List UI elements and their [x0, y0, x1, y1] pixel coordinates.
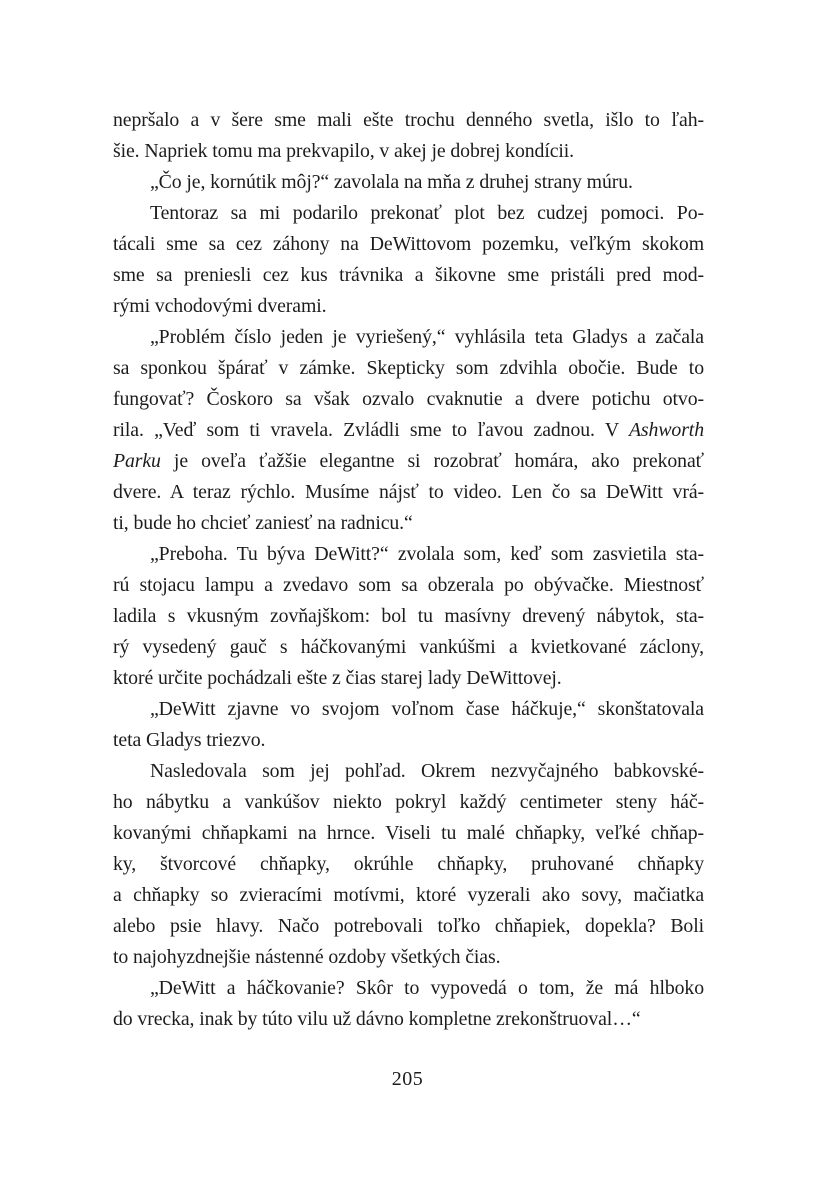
text-segment: fungovať? Čoskoro sa však ozvalo cvaknutie a dvere potichu otvo-	[113, 388, 704, 410]
paragraph	[113, 105, 704, 167]
text-line	[113, 508, 704, 539]
text-line	[113, 973, 704, 1004]
text-segment: Nasledovala som jej pohľad. Okrem nezvyčajného babkovské-	[150, 760, 704, 782]
text-segment: a chňapky so zvieracími motívmi, ktoré vyzerali ako sovy, mačiatka	[113, 884, 704, 906]
paragraph	[113, 167, 704, 198]
text-segment: ladila s vkusným zovňajškom: bol tu masívny drevený nábytok, sta-	[113, 605, 704, 627]
text-segment: ti, bude ho chcieť zaniesť na radnicu.“	[113, 512, 413, 534]
text-line	[113, 725, 704, 756]
text-line	[113, 880, 704, 911]
paragraph	[113, 973, 704, 1035]
text-segment: ho nábytku a vankúšov niekto pokryl každý centimeter steny háč-	[113, 791, 704, 813]
text-line	[113, 384, 704, 415]
paragraph	[113, 756, 704, 973]
text-segment: ktoré určite pochádzali ešte z čias starej lady DeWittovej.	[113, 667, 562, 689]
paragraph	[113, 539, 704, 694]
text-segment: rila. „Veď som ti vravela. Zvládli sme to ľavou zadnou. V	[113, 419, 629, 441]
text-segment: teta Gladys triezvo.	[113, 729, 266, 751]
paragraph	[113, 198, 704, 322]
text-line	[113, 787, 704, 818]
text-segment: dvere. A teraz rýchlo. Musíme nájsť to video. Len čo sa DeWitt vrá-	[113, 481, 704, 503]
text-line	[113, 818, 704, 849]
text-line	[113, 105, 704, 136]
page-number-label: 205	[391, 1068, 424, 1090]
text-line	[113, 663, 704, 694]
text-segment: sme sa preniesli cez kus trávnika a šikovne sme pristáli pred mod-	[113, 264, 704, 286]
text-segment: „Preboha. Tu býva DeWitt?“ zvolala som, keď som zasvietila sta-	[150, 543, 704, 565]
text-line	[113, 260, 704, 291]
text-segment: „Problém číslo jeden je vyriešený,“ vyhlásila teta Gladys a začala	[150, 326, 704, 348]
text-segment: „Čo je, kornútik môj?“ zavolala na mňa z druhej strany múru.	[150, 171, 633, 193]
text-segment: ky, štvorcové chňapky, okrúhle chňapky, pruhované chňapky	[113, 853, 704, 875]
text-segment: do vrecka, inak by túto vilu už dávno kompletne zrekonštruoval…“	[113, 1008, 641, 1030]
text-line	[113, 446, 704, 477]
text-line	[113, 415, 704, 446]
text-line	[113, 539, 704, 570]
text-segment: je oveľa ťažšie elegantne si rozobrať homára, ako prekonať	[160, 450, 704, 472]
text-segment: šie. Napriek tomu ma prekvapilo, v akej je dobrej kondícii.	[113, 140, 575, 162]
text-line	[113, 1004, 704, 1035]
text-line	[113, 942, 704, 973]
text-segment: sa sponkou špárať v zámke. Skepticky som zdvihla obočie. Bude to	[113, 357, 704, 379]
text-segment: rými vchodovými dverami.	[113, 295, 327, 317]
italic-text-segment: Parku	[113, 450, 161, 472]
italic-text-segment: Ashworth	[628, 419, 704, 441]
text-segment: „DeWitt zjavne vo svojom voľnom čase háčkuje,“ skonštatovala	[150, 698, 704, 720]
text-line	[113, 167, 704, 198]
text-segment: „DeWitt a háčkovanie? Skôr to vypovedá o tom, že má hlboko	[150, 977, 704, 999]
text-segment: to najohyzdnejšie nástenné ozdoby všetkých čias.	[113, 946, 501, 968]
text-segment: nepršalo a v šere sme mali ešte trochu denného svetla, išlo to ľah-	[113, 109, 704, 131]
text-segment: rú stojacu lampu a zvedavo som sa obzerala po obývačke. Miestnosť	[113, 574, 704, 596]
text-line	[113, 291, 704, 322]
text-line	[113, 694, 704, 725]
text-segment: kovanými chňapkami na hrnce. Viseli tu malé chňapky, veľké chňap-	[113, 822, 704, 844]
text-segment: rý vysedený gauč s háčkovanými vankúšmi a kvietkované záclony,	[113, 636, 704, 658]
page-text	[113, 105, 704, 1035]
text-segment: tácali sme sa cez záhony na DeWittovom pozemku, veľkým skokom	[113, 233, 704, 255]
paragraph	[113, 322, 704, 539]
text-line	[113, 632, 704, 663]
text-line	[113, 477, 704, 508]
text-line	[113, 229, 704, 260]
text-line	[113, 601, 704, 632]
text-line	[113, 570, 704, 601]
text-line	[113, 353, 704, 384]
text-line	[113, 911, 704, 942]
text-segment: alebo psie hlavy. Načo potrebovali toľko chňapiek, dopekla? Boli	[113, 915, 704, 937]
text-line	[113, 198, 704, 229]
text-line	[113, 322, 704, 353]
text-segment: Tentoraz sa mi podarilo prekonať plot bez cudzej pomoci. Po-	[150, 202, 704, 224]
text-line	[113, 136, 704, 167]
paragraph	[113, 694, 704, 756]
text-line	[113, 849, 704, 880]
text-line	[113, 756, 704, 787]
